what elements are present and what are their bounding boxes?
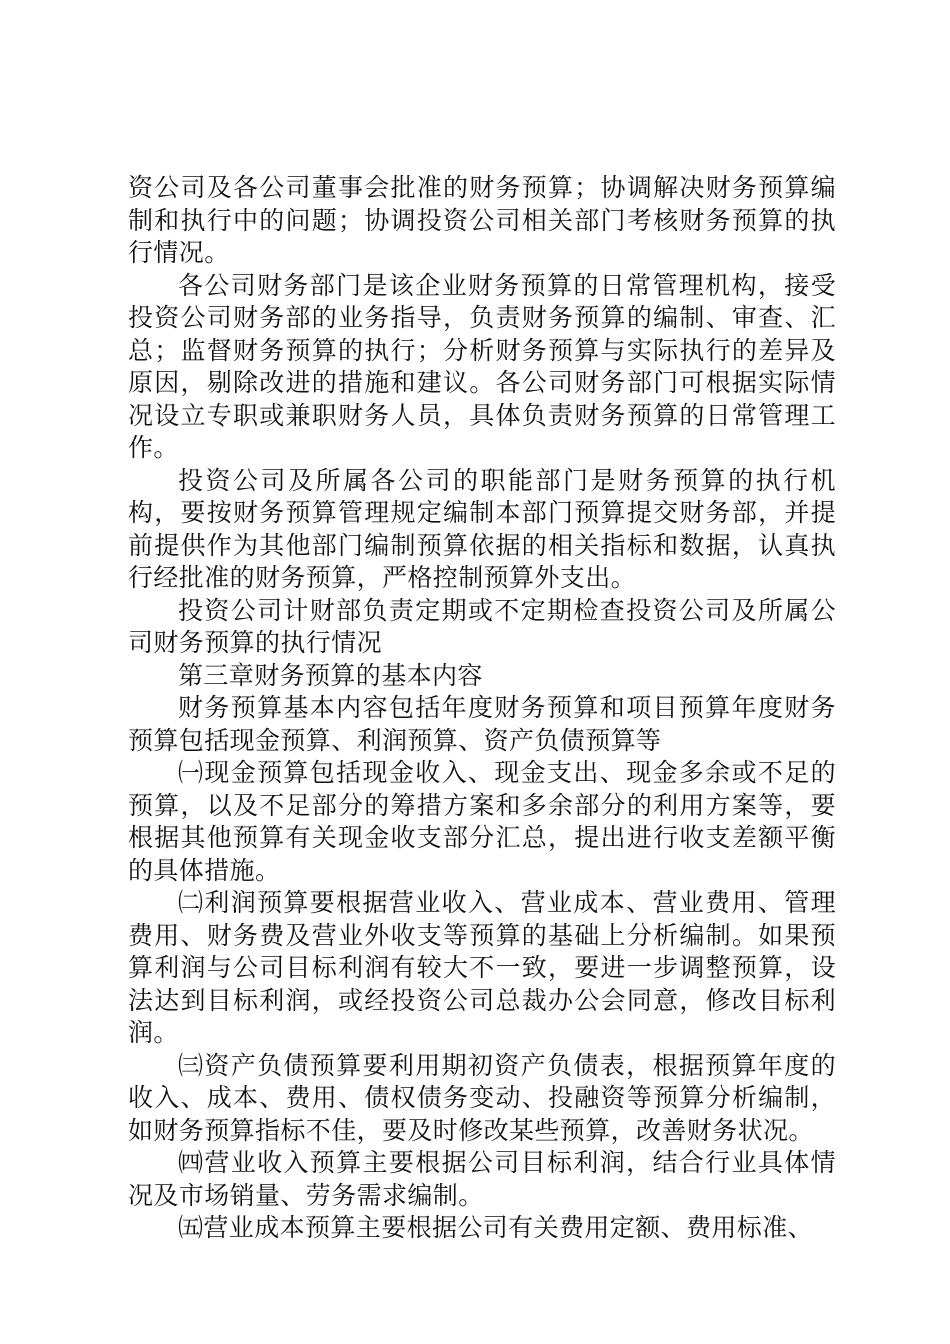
list-item-revenue-budget: ㈣营业收入预算主要根据公司目标利润，结合行业具体情况及市场销量、劳务需求编制。 bbox=[128, 1148, 836, 1210]
paragraph-4: 投资公司计财部负责定期或不定期检查投资公司及所属公司财务预算的执行情况 bbox=[128, 595, 836, 657]
paragraph-6: 财务预算基本内容包括年度财务预算和项目预算年度财务预算包括现金预算、利润预算、资产负债预算等 bbox=[128, 693, 836, 755]
paragraph-2: 各公司财务部门是该企业财务预算的日常管理机构，接受投资公司财务部的业务指导，负责财务预算的编制、审查、汇总；监督财务预算的执行；分析财务预算与实际执行的差异及原因，剔除改进的措施和建议。各公司财务部门可根据实际情况设立专职或兼职财务人员，具体负责财务预算的日常管理工作。 bbox=[128, 270, 836, 462]
paragraph-3: 投资公司及所属各公司的职能部门是财务预算的执行机构，要按财务预算管理规定编制本部门预算提交财务部，并提前提供作为其他部门编制预算依据的相关指标和数据，认真执行经批准的财务预算，严格控制预算外支出。 bbox=[128, 465, 836, 592]
list-item-cost-budget: ㈤营业成本预算主要根据公司有关费用定额、费用标准、 bbox=[178, 1213, 814, 1242]
list-item-balance-budget: ㈢资产负债预算要利用期初资产负债表，根据预算年度的收入、成本、费用、债权债务变动、投融资等预算分析编制，如财务预算指标不佳，要及时修改某些预算，改善财务状况。 bbox=[128, 1050, 836, 1145]
chapter-heading: 第三章财务预算的基本内容 bbox=[178, 660, 483, 690]
list-item-profit-budget: ㈡利润预算要根据营业收入、营业成本、营业费用、管理费用、财务费及营业外收支等预算的基础上分析编制。如果预算利润与公司目标利润有较大不一致，要进一步调整预算，设法达到目标利润，或经投资公司总裁办公会同意，修改目标利润。 bbox=[128, 888, 836, 1047]
document-body bbox=[128, 172, 836, 1245]
paragraph-1: 资公司及各公司董事会批准的财务预算；协调解决财务预算编制和执行中的问题；协调投资公司相关部门考核财务预算的执行情况。 bbox=[128, 173, 836, 267]
list-item-cash-budget: ㈠现金预算包括现金收入、现金支出、现金多余或不足的预算，以及不足部分的筹措方案和多余部分的利用方案等，要根据其他预算有关现金收支部分汇总，提出进行收支差额平衡的具体措施。 bbox=[128, 758, 836, 885]
